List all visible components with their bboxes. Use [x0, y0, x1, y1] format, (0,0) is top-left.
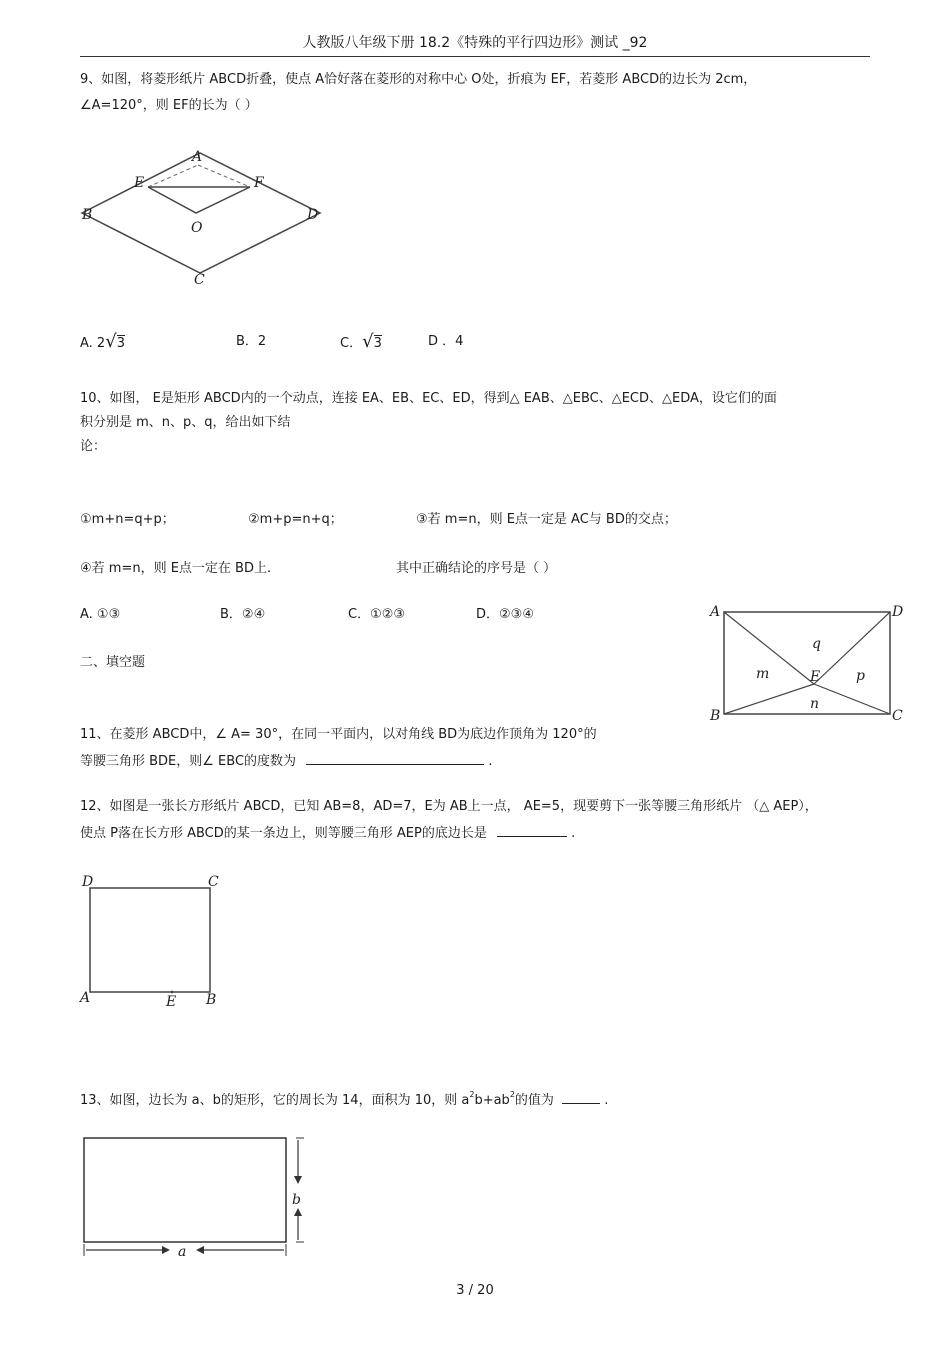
label-b: B: [710, 708, 721, 724]
q13-line1: 13、如图，边长为 a、b的矩形，它的周长为 14，面积为 10，则 $a^2b+ab^2$的值为 .: [80, 1090, 609, 1108]
folded-eof: [148, 187, 250, 213]
point-e: [171, 991, 174, 994]
rhombus-abcd: [82, 153, 320, 273]
q10-option-c: C．①②③: [348, 607, 406, 622]
q13-answer-blank[interactable]: [562, 1091, 600, 1104]
label-a: A: [192, 149, 203, 165]
rectangle-abcd: [724, 612, 890, 714]
q13-rectangle-figure: [78, 1132, 318, 1262]
q10-statement-2: ②m+p=n+q；: [248, 512, 343, 527]
q11-answer-blank[interactable]: [306, 752, 484, 765]
label-c: C: [892, 708, 903, 724]
label-p: p: [856, 668, 865, 684]
q10-rectangle-figure: [706, 600, 906, 726]
label-m: m: [756, 666, 770, 682]
label-a: A: [80, 990, 91, 1006]
q10-option-a: A. ①③: [80, 607, 121, 622]
q9-option-d: D ．4: [428, 334, 464, 349]
label-a: a: [178, 1244, 187, 1260]
q12-answer-blank[interactable]: [497, 824, 567, 837]
label-b: B: [82, 207, 93, 223]
label-a: A: [710, 604, 721, 620]
q12-line2: 使点 P落在长方形 ABCD的某一条边上，则等腰三角形 AEP的底边长是 .: [80, 826, 576, 841]
page-header: 人教版八年级下册 18.2《特殊的平行四边形》测试 _92: [302, 35, 648, 51]
q11-line2: 等腰三角形 BDE，则∠ EBC的度数为 .: [80, 754, 493, 769]
q12-rectangle-figure: [78, 870, 228, 1012]
label-e: E: [810, 669, 821, 685]
label-c: C: [208, 874, 219, 890]
label-e: E: [166, 994, 177, 1010]
label-d: D: [82, 874, 94, 890]
q9-line2: ∠A=120°，则 EF的长为（ ）: [80, 98, 258, 113]
q9-rhombus-figure: [78, 145, 328, 290]
q9-option-a: A. 2√3: [80, 331, 125, 352]
rectangle-abcd: [90, 888, 210, 992]
q10-line2: 积分别是 m、n、p、q，给出如下结: [80, 415, 291, 430]
label-o: O: [191, 220, 203, 236]
q10-option-b: B．②④: [220, 607, 266, 622]
rectangle-ab: [84, 1138, 286, 1242]
q12-line1: 12、如图是一张长方形纸片 ABCD，已知 AB=8，AD=7，E为 AB上一点， AE=5，现要剪下一张等腰三角形纸片 （△ AEP），: [80, 799, 818, 814]
segment-eb: [724, 684, 814, 714]
segment-ed: [814, 612, 890, 684]
header-divider: [80, 56, 870, 57]
label-f: F: [254, 175, 264, 191]
q9-line1: 9、如图，将菱形纸片 ABCD折叠，使点 A恰好落在菱形的对称中心 O处，折痕为 EF，若菱形 ABCD的边长为 2cm，: [80, 72, 757, 87]
label-q: q: [812, 636, 821, 652]
q10-statement-1: ①m+n=q+p；: [80, 512, 175, 527]
q10-question: 其中正确结论的序号是（ ）: [396, 561, 557, 576]
page-number: 3 / 20: [456, 1283, 494, 1298]
section-title-fill-in: 二、填空题: [80, 655, 146, 670]
label-d: D: [892, 604, 904, 620]
q11-line1: 11、在菱形 ABCD中，∠ A= 30°，在同一平面内，以对角线 BD为底边作顶角为 120°的: [80, 727, 597, 742]
q10-statement-4: ④若 m=n，则 E点一定在 BD上.: [80, 561, 272, 576]
q10-option-d: D．②③④: [476, 607, 534, 622]
q9-option-b: B．2: [236, 334, 267, 349]
q10-line1: 10、如图， E是矩形 ABCD内的一个动点，连接 EA、EB、EC、ED，得到△ EAB、△EBC、△ECD、△EDA，设它们的面: [80, 391, 777, 406]
q10-statement-3: ③若 m=n，则 E点一定是 AC与 BD的交点；: [416, 512, 677, 527]
segment-ec: [814, 684, 890, 714]
q9-option-c: C．√3: [340, 331, 382, 352]
label-d: D: [307, 207, 319, 223]
label-b: B: [206, 992, 217, 1008]
q10-line3: 论：: [80, 439, 107, 454]
dashed-af: [198, 165, 250, 187]
label-n: n: [810, 696, 820, 712]
label-c: C: [194, 272, 205, 288]
label-b: b: [292, 1192, 301, 1208]
label-e: E: [134, 175, 145, 191]
